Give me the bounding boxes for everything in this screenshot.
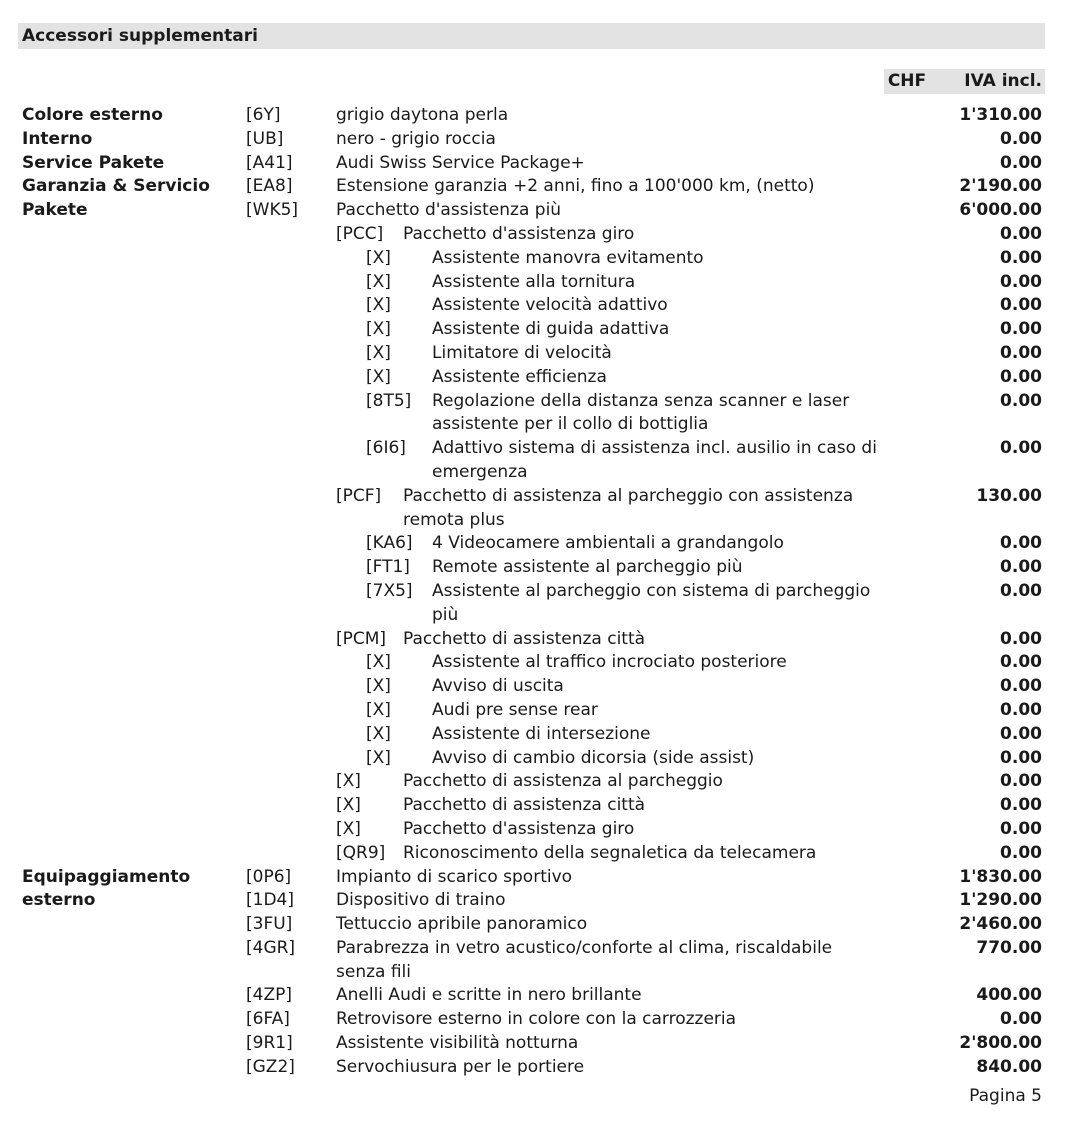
table-row	[0, 1056, 1088, 1080]
option-description: Audi pre sense rear	[432, 699, 598, 720]
option-code: [PCM]	[336, 628, 387, 649]
option-code: [X]	[366, 747, 391, 768]
option-code: [X]	[366, 366, 391, 387]
option-code: [X]	[366, 342, 391, 363]
option-price: 0.00	[1000, 366, 1042, 387]
option-description: Pacchetto d'assistenza giro	[403, 223, 635, 244]
option-description: Pacchetto di assistenza al parcheggio	[403, 771, 723, 792]
option-price: 0.00	[1000, 676, 1042, 697]
option-code: [FT1]	[366, 557, 410, 578]
option-description: Assistente di intersezione	[432, 723, 651, 744]
table-row	[0, 770, 1088, 794]
option-description: Assistente di guida adattiva	[432, 319, 670, 340]
category-label: Equipaggiamento	[22, 866, 191, 887]
option-code: [A41]	[246, 152, 293, 173]
option-price: 0.00	[1000, 342, 1042, 363]
option-description: Pacchetto d'assistenza giro	[403, 818, 635, 839]
category-label: Garanzia & Servicio	[22, 176, 210, 197]
section-title: Accessori supplementari	[18, 23, 1045, 49]
option-price: 0.00	[1000, 628, 1042, 649]
option-code: [1D4]	[246, 890, 294, 911]
table-row	[0, 247, 1088, 271]
table-row	[0, 1008, 1088, 1032]
option-code: [7X5]	[366, 580, 413, 601]
option-price: 0.00	[1000, 699, 1042, 720]
option-code: [X]	[366, 676, 391, 697]
option-price: 2'190.00	[959, 176, 1042, 197]
option-price: 1'830.00	[959, 866, 1042, 887]
option-price: 0.00	[1000, 533, 1042, 554]
option-code: [WK5]	[246, 200, 299, 221]
option-price: 0.00	[1000, 223, 1042, 244]
option-price: 0.00	[1000, 1009, 1042, 1030]
option-code: [6I6]	[366, 438, 406, 459]
option-description: Avviso di uscita	[432, 676, 564, 697]
option-description: Pacchetto di assistenza città	[403, 795, 646, 816]
option-price: 840.00	[976, 1056, 1042, 1077]
table-row	[0, 699, 1088, 723]
table-row	[0, 580, 1088, 628]
option-code: [4GR]	[246, 937, 296, 958]
option-price: 0.00	[1000, 771, 1042, 792]
option-code: [KA6]	[366, 533, 413, 554]
option-description: Anelli Audi e scritte in nero brillante	[336, 985, 642, 1006]
option-code: [X]	[366, 271, 391, 292]
option-price: 0.00	[1000, 652, 1042, 673]
option-description: Riconoscimento della segnaletica da telecamera	[403, 842, 817, 863]
option-description: Pacchetto d'assistenza più	[336, 200, 562, 221]
option-price: 0.00	[1000, 271, 1042, 292]
option-description: Assistente al traffico incrociato posteriore	[432, 652, 787, 673]
table-row	[0, 104, 1088, 128]
category-label: esterno	[22, 890, 96, 911]
table-row	[0, 318, 1088, 342]
option-description: Assistente efficienza	[432, 366, 607, 387]
option-code: [X]	[366, 295, 391, 316]
table-row	[0, 294, 1088, 318]
option-code: [3FU]	[246, 914, 293, 935]
option-code: [0P6]	[246, 866, 292, 887]
table-row	[0, 175, 1088, 199]
category-label: Service Pakete	[22, 152, 165, 173]
option-price: 0.00	[1000, 842, 1042, 863]
option-code: [X]	[336, 771, 361, 792]
category-label: Pakete	[22, 200, 88, 221]
option-code: [4ZP]	[246, 985, 292, 1006]
option-description: Pacchetto di assistenza città	[403, 628, 646, 649]
option-description: Regolazione della distanza senza scanner e laser assistente per il collo di bottiglia	[432, 390, 850, 435]
option-description: Retrovisore esterno in colore con la carrozzeria	[336, 1009, 737, 1030]
option-price: 6'000.00	[959, 200, 1042, 221]
option-code: [X]	[366, 723, 391, 744]
table-row	[0, 223, 1088, 247]
table-row	[0, 485, 1088, 533]
option-code: [UB]	[246, 128, 284, 149]
option-description: Parabrezza in vetro acustico/conforte al clima, riscaldabile senza fili	[336, 937, 833, 982]
option-price: 0.00	[1000, 723, 1042, 744]
option-code: [X]	[366, 699, 391, 720]
option-code: [6Y]	[246, 105, 281, 125]
option-description: Assistente al parcheggio con sistema di parcheggio più	[432, 580, 871, 625]
option-description: Assistente manovra evitamento	[432, 247, 704, 268]
option-description: Assistente velocità adattivo	[432, 295, 668, 316]
category-label: Colore esterno	[22, 105, 163, 125]
table-row	[0, 866, 1088, 890]
table-row	[0, 913, 1088, 937]
vat-column-header: IVA incl.	[930, 69, 1045, 94]
option-price: 1'310.00	[959, 105, 1042, 125]
option-price: 770.00	[976, 937, 1042, 958]
table-row	[0, 152, 1088, 176]
option-code: [8T5]	[366, 390, 412, 411]
option-description: Servochiusura per le portiere	[336, 1056, 585, 1077]
equipment-list	[0, 104, 1088, 1080]
option-description: 4 Videocamere ambientali a grandangolo	[432, 533, 784, 554]
table-row	[0, 199, 1088, 223]
category-label: Interno	[22, 128, 93, 149]
option-code: [PCF]	[336, 485, 382, 506]
option-description: grigio daytona perla	[336, 105, 509, 125]
table-row	[0, 937, 1088, 985]
option-price: 0.00	[1000, 438, 1042, 459]
option-description: nero - grigio roccia	[336, 128, 496, 149]
option-price: 0.00	[1000, 390, 1042, 411]
option-price: 0.00	[1000, 295, 1042, 316]
option-price: 0.00	[1000, 319, 1042, 340]
option-price: 0.00	[1000, 247, 1042, 268]
option-price: 1'290.00	[959, 890, 1042, 911]
table-row	[0, 723, 1088, 747]
option-price: 0.00	[1000, 818, 1042, 839]
table-row	[0, 437, 1088, 485]
option-description: Remote assistente al parcheggio più	[432, 557, 743, 578]
option-price: 0.00	[1000, 152, 1042, 173]
option-code: [9R1]	[246, 1033, 293, 1054]
option-code: [QR9]	[336, 842, 386, 863]
option-description: Dispositivo di traino	[336, 890, 506, 911]
option-code: [EA8]	[246, 176, 293, 197]
option-description: Tettuccio apribile panoramico	[336, 914, 588, 935]
table-row	[0, 342, 1088, 366]
currency-column-header: CHF	[884, 69, 930, 94]
option-price: 0.00	[1000, 557, 1042, 578]
option-code: [GZ2]	[246, 1056, 295, 1077]
option-description: Audi Swiss Service Package+	[336, 152, 585, 173]
option-description: Limitatore di velocità	[432, 342, 612, 363]
table-row	[0, 556, 1088, 580]
option-description: Avviso di cambio dicorsia (side assist)	[432, 747, 755, 768]
table-row	[0, 271, 1088, 295]
option-price: 2'460.00	[959, 914, 1042, 935]
option-code: [X]	[366, 319, 391, 340]
table-row	[0, 747, 1088, 771]
option-price: 2'800.00	[959, 1033, 1042, 1054]
table-row	[0, 675, 1088, 699]
table-row	[0, 984, 1088, 1008]
option-price: 130.00	[976, 485, 1042, 506]
table-row	[0, 390, 1088, 438]
option-description: Assistente visibilità notturna	[336, 1033, 579, 1054]
option-description: Adattivo sistema di assistenza incl. ausilio in caso di emergenza	[432, 438, 877, 482]
option-code: [PCC]	[336, 223, 384, 244]
option-code: [X]	[336, 818, 361, 839]
table-row	[0, 842, 1088, 866]
table-row	[0, 794, 1088, 818]
table-row	[0, 128, 1088, 152]
option-price: 0.00	[1000, 128, 1042, 149]
table-row	[0, 889, 1088, 913]
option-code: [X]	[366, 247, 391, 268]
option-description: Pacchetto di assistenza al parcheggio con assistenza remota plus	[403, 485, 854, 530]
page-number: Pagina 5	[969, 1086, 1042, 1106]
option-code: [X]	[366, 652, 391, 673]
table-row	[0, 628, 1088, 652]
table-row	[0, 532, 1088, 556]
option-price: 0.00	[1000, 795, 1042, 816]
table-row	[0, 651, 1088, 675]
table-row	[0, 1032, 1088, 1056]
option-price: 0.00	[1000, 580, 1042, 601]
option-code: [X]	[336, 795, 361, 816]
option-description: Assistente alla tornitura	[432, 271, 636, 292]
option-price: 400.00	[976, 985, 1042, 1006]
option-description: Impianto di scarico sportivo	[336, 866, 573, 887]
option-description: Estensione garanzia +2 anni, fino a 100'000 km, (netto)	[336, 176, 815, 197]
table-row	[0, 818, 1088, 842]
option-code: [6FA]	[246, 1009, 290, 1030]
option-price: 0.00	[1000, 747, 1042, 768]
table-row	[0, 366, 1088, 390]
